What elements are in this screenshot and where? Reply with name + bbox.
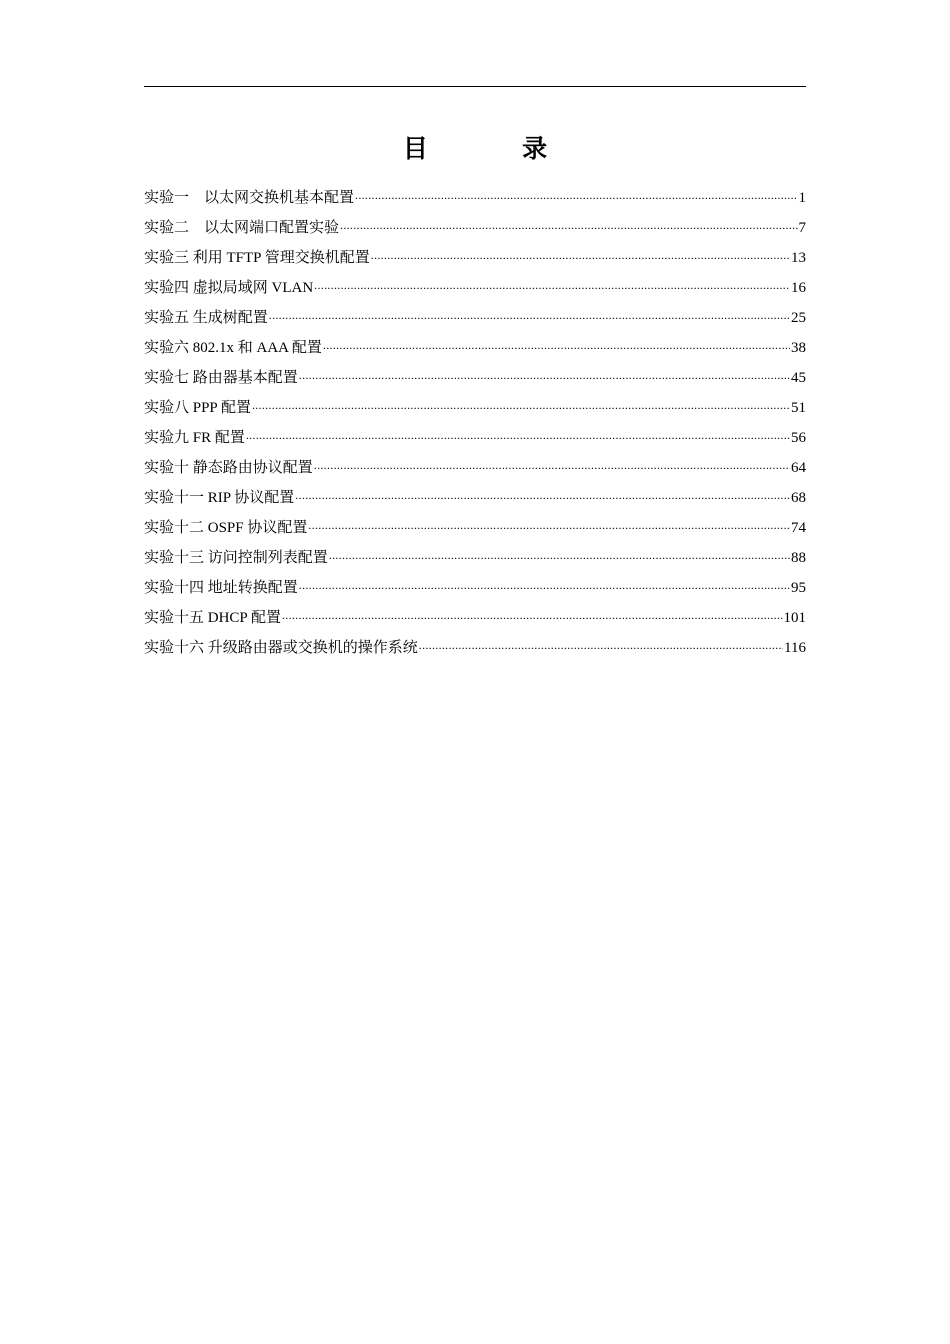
header-rule: [144, 86, 806, 87]
toc-leader-dots: [314, 442, 790, 472]
toc-entry-page: 1: [798, 190, 806, 206]
toc-entry-label: 实验十二 OSPF 协议配置: [144, 520, 308, 536]
table-of-contents: [144, 172, 806, 656]
toc-entry-page: 101: [783, 610, 806, 626]
toc-leader-dots: [299, 562, 790, 592]
toc-entry-label: 实验十 静态路由协议配置: [144, 460, 313, 476]
toc-entry-page: 38: [791, 340, 806, 356]
toc-entry-label: 实验七 路由器基本配置: [144, 370, 298, 386]
toc-entry-page: 95: [791, 580, 806, 596]
toc-leader-dots: [299, 352, 790, 382]
toc-leader-dots: [323, 322, 790, 352]
toc-leader-dots: [371, 232, 790, 262]
toc-entry-label: 实验十五 DHCP 配置: [144, 610, 281, 626]
toc-entry-label: 实验四 虚拟局域网 VLAN: [144, 280, 314, 296]
toc-entry-page: 13: [791, 250, 806, 266]
toc-leader-dots: [314, 262, 790, 292]
toc-entry-page: 88: [791, 550, 806, 566]
toc-entry-label: 实验三 利用 TFTP 管理交换机配置: [144, 250, 370, 266]
toc-leader-dots: [246, 412, 790, 442]
toc-entry-page: 45: [791, 370, 806, 386]
toc-entry-label: 实验十六 升级路由器或交换机的操作系统: [144, 640, 418, 656]
toc-entry-label: 实验八 PPP 配置: [144, 400, 251, 416]
toc-entry-label: 实验十四 地址转换配置: [144, 580, 298, 596]
toc-entry-label: 实验二 以太网端口配置实验: [144, 220, 340, 236]
toc-entry-page: 25: [791, 310, 806, 326]
toc-leader-dots: [355, 172, 797, 202]
toc-entry-page: 116: [784, 640, 806, 656]
toc-leader-dots: [269, 292, 790, 322]
toc-entry-page: 16: [791, 280, 806, 296]
toc-entry-page: 64: [791, 460, 806, 476]
toc-leader-dots: [295, 472, 790, 502]
toc-entry-page: 68: [791, 490, 806, 506]
toc-entry-label: 实验一 以太网交换机基本配置: [144, 190, 355, 206]
toc-leader-dots: [419, 622, 783, 652]
toc-entry[interactable]: [144, 172, 806, 206]
toc-leader-dots: [252, 382, 790, 412]
toc-leader-dots: [308, 502, 790, 532]
toc-leader-dots: [282, 592, 783, 622]
toc-entry-label: 实验十三 访问控制列表配置: [144, 550, 328, 566]
toc-entry-page: 74: [791, 520, 806, 536]
toc-leader-dots: [340, 202, 797, 232]
toc-entry-label: 实验六 802.1x 和 AAA 配置: [144, 340, 322, 356]
toc-entry-label: 实验五 生成树配置: [144, 310, 268, 326]
toc-entry-page: 7: [798, 220, 806, 236]
toc-entry-label: 实验十一 RIP 协议配置: [144, 490, 295, 506]
toc-title: 目 录: [402, 136, 592, 163]
toc-entry-page: 56: [791, 430, 806, 446]
toc-entry-label: 实验九 FR 配置: [144, 430, 245, 446]
toc-leader-dots: [329, 532, 790, 562]
toc-entry-page: 51: [791, 400, 806, 416]
